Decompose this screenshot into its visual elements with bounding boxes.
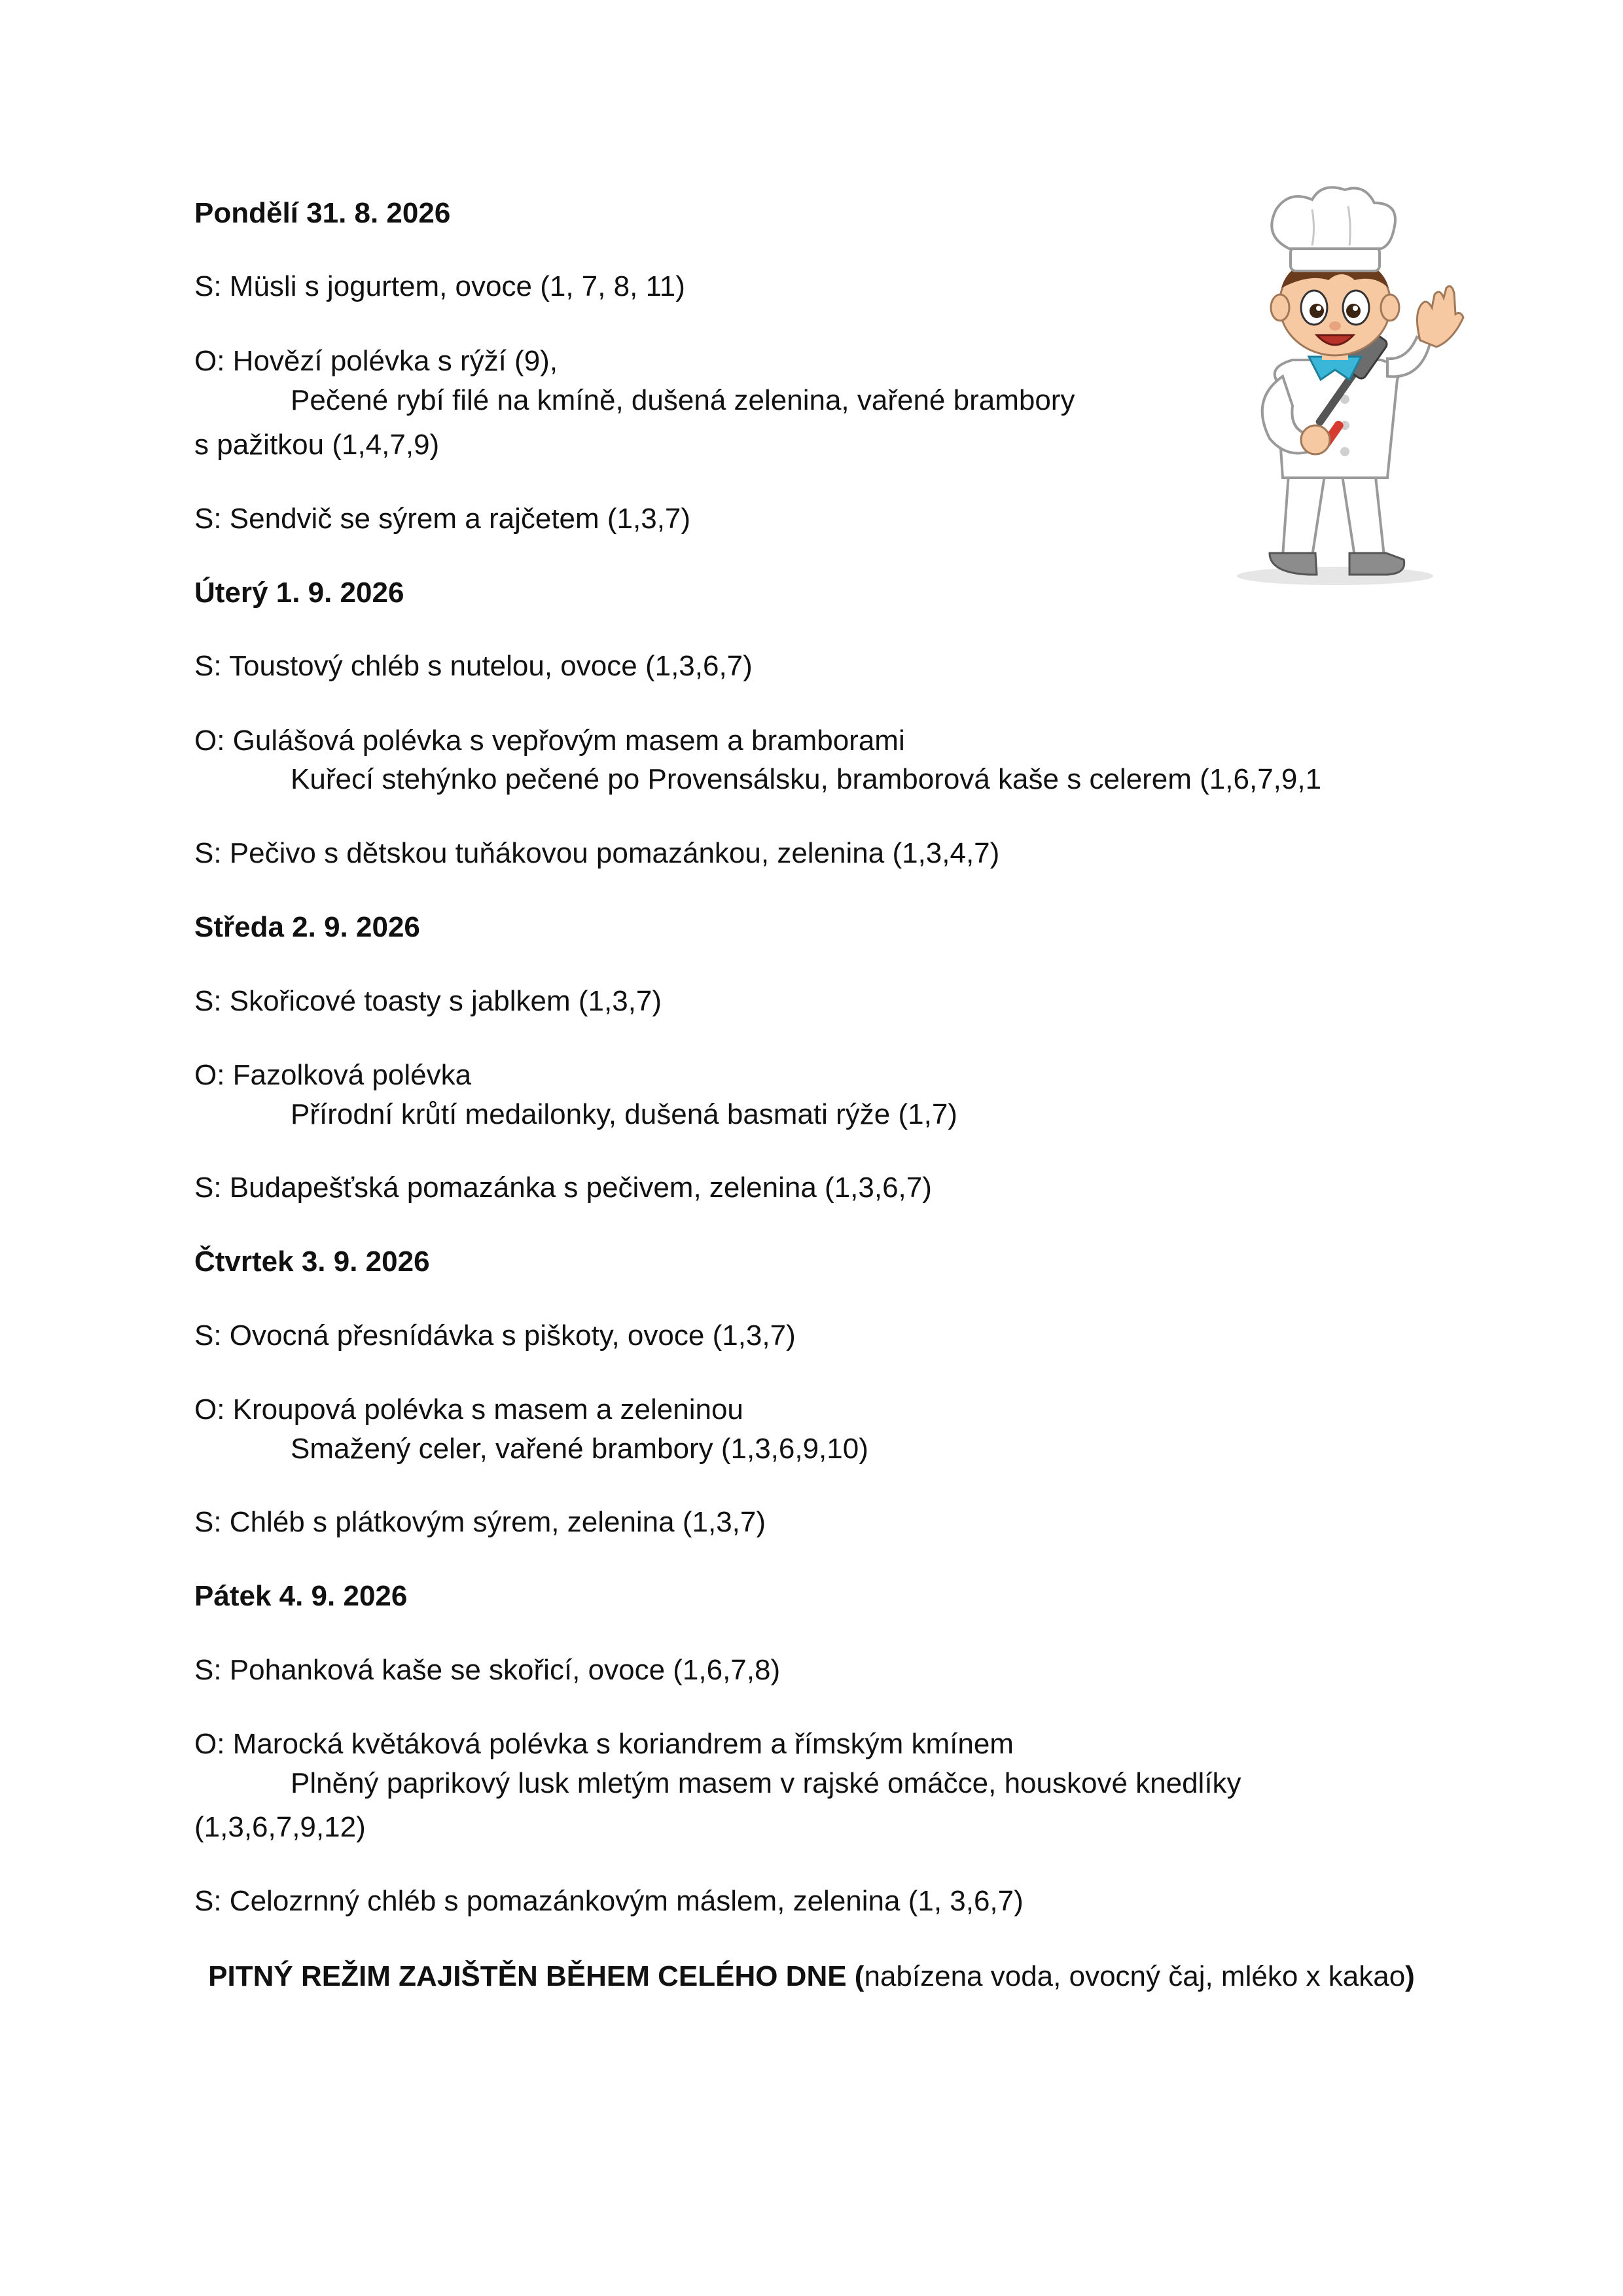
lunch-soup: O: Gulášová polévka s vepřovým masem a bramborami xyxy=(194,725,905,757)
lunch-soup: O: Hovězí polévka s rýží (9), xyxy=(194,345,558,377)
snack-afternoon: S: Budapešťská pomazánka s pečivem, zelenina (1,3,6,7) xyxy=(194,1172,932,1204)
lunch-main-continued: (1,3,6,7,9,12) xyxy=(194,1811,366,1843)
snack-morning: S: Skořicové toasty s jablkem (1,3,7) xyxy=(194,985,662,1017)
lunch-main: Pečené rybí filé na kmíně, dušená zelenina, vařené brambory xyxy=(291,384,1075,416)
lunch-main-continued: s pažitkou (1,4,7,9) xyxy=(194,429,440,461)
snack-morning: S: Müsli s jogurtem, ovoce (1, 7, 8, 11) xyxy=(194,270,685,302)
snack-afternoon: S: Pečivo s dětskou tuňákovou pomazánkou, zelenina (1,3,4,7) xyxy=(194,837,1000,869)
lunch-soup: O: Fazolková polévka xyxy=(194,1059,472,1091)
snack-afternoon: S: Chléb s plátkovým sýrem, zelenina (1,3,7) xyxy=(194,1506,766,1538)
day-heading: Úterý 1. 9. 2026 xyxy=(194,577,404,609)
day-heading: Středa 2. 9. 2026 xyxy=(194,911,420,943)
lunch-main: Přírodní krůtí medailonky, dušená basmati rýže (1,7) xyxy=(291,1098,957,1130)
lunch-soup: O: Kroupová polévka s masem a zeleninou xyxy=(194,1393,743,1426)
snack-morning: S: Pohanková kaše se skořicí, ovoce (1,6,7,8) xyxy=(194,1654,781,1686)
snack-afternoon: S: Celozrnný chléb s pomazánkovým máslem, zelenina (1, 3,6,7) xyxy=(194,1885,1024,1917)
lunch-main: Kuřecí stehýnko pečené po Provensálsku, bramborová kaše s celerem (1,6,7,9,1 xyxy=(291,763,1322,795)
lunch-main: Smažený celer, vařené brambory (1,3,6,9,10) xyxy=(291,1433,868,1465)
snack-morning: S: Ovocná přesnídávka s piškoty, ovoce (1,3,7) xyxy=(194,1319,796,1352)
drinking-regime-close: ) xyxy=(1405,1960,1415,1992)
day-heading: Čtvrtek 3. 9. 2026 xyxy=(194,1246,430,1278)
drinking-regime-details: nabízena voda, ovocný čaj, mléko x kakao xyxy=(864,1960,1406,1992)
day-heading: Pátek 4. 9. 2026 xyxy=(194,1580,408,1612)
snack-afternoon: S: Sendvič se sýrem a rajčetem (1,3,7) xyxy=(194,503,691,535)
lunch-soup: O: Marocká květáková polévka s koriandrem a římským kmínem xyxy=(194,1728,1014,1760)
drinking-regime-note xyxy=(0,1958,1623,1995)
snack-morning: S: Toustový chléb s nutelou, ovoce (1,3,6,7) xyxy=(194,650,753,682)
drinking-regime-title: PITNÝ REŽIM ZAJIŠTĚN BĚHEM CELÉHO DNE ( xyxy=(208,1960,865,1992)
chef-illustration xyxy=(1178,183,1492,602)
lunch-main: Plněný paprikový lusk mletým masem v rajské omáčce, houskové knedlíky xyxy=(291,1767,1241,1799)
day-heading: Pondělí 31. 8. 2026 xyxy=(194,197,451,229)
